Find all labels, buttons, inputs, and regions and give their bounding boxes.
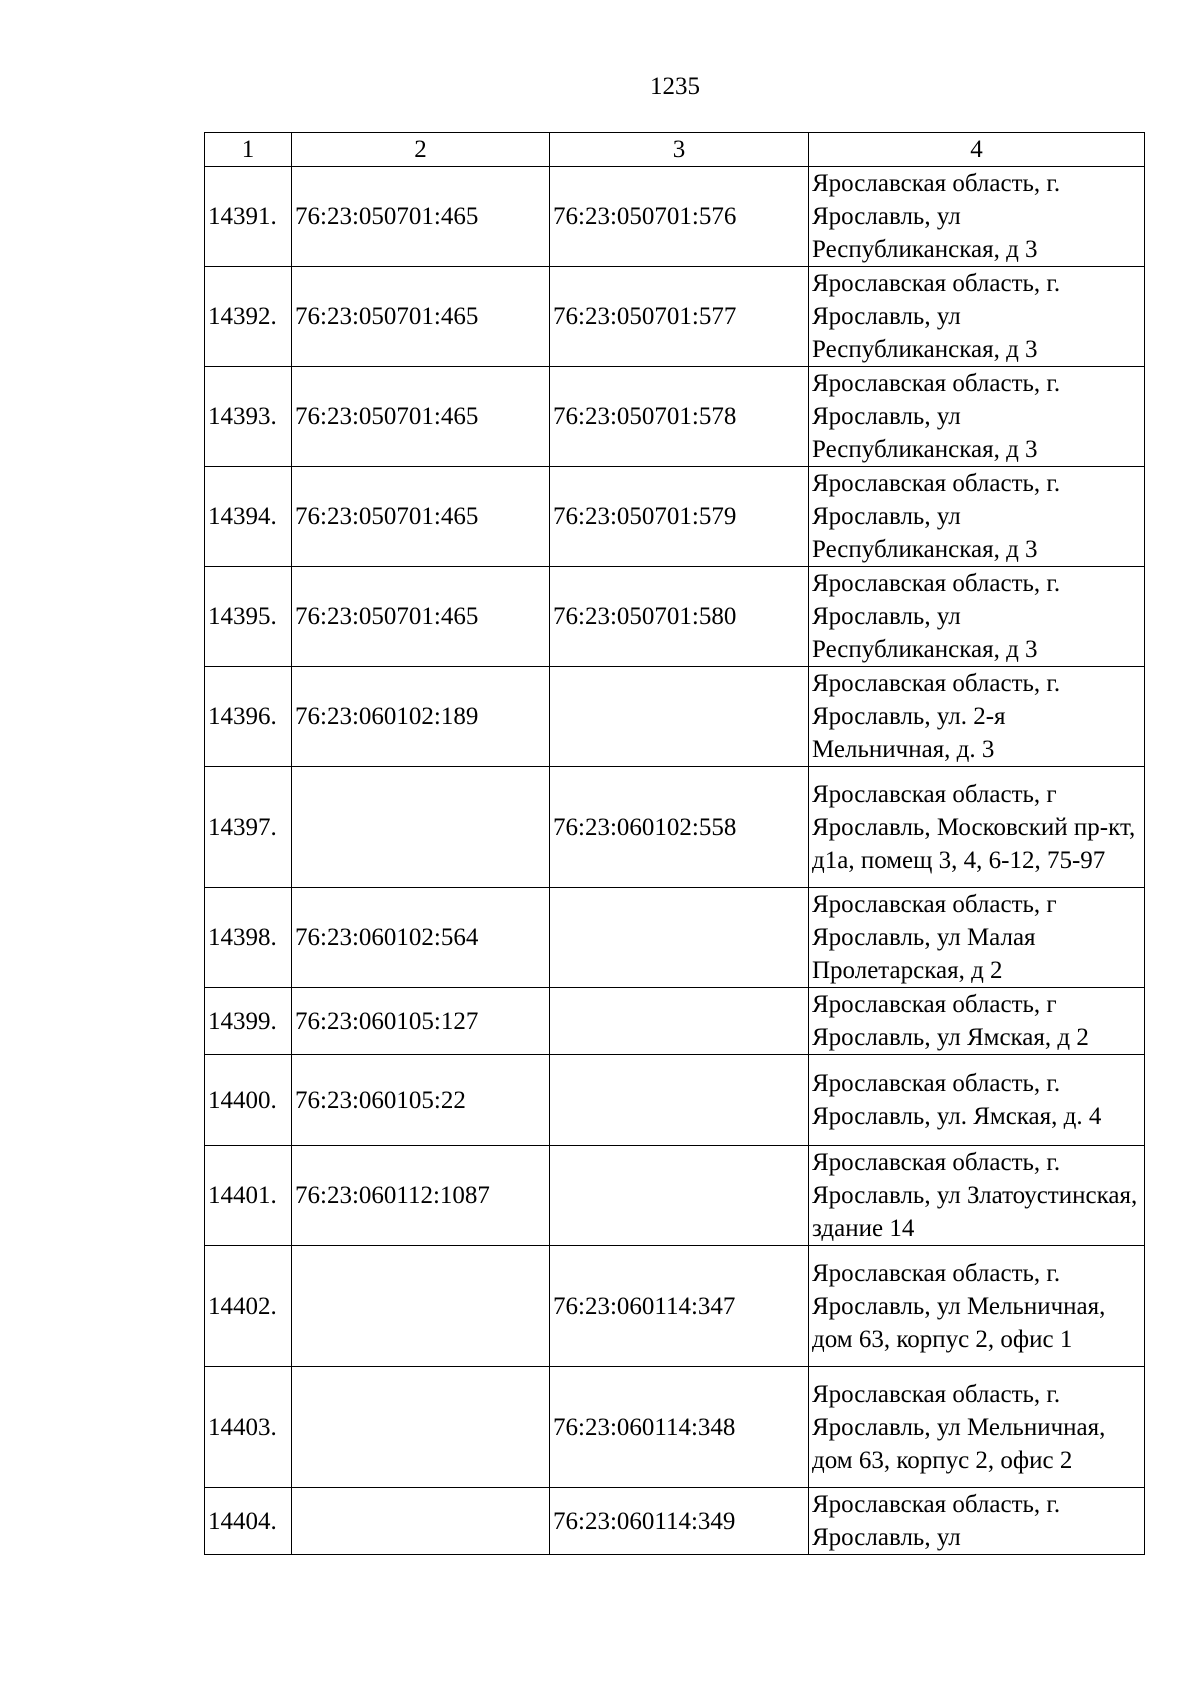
related-cadastral-number-cell: 76:23:060114:348 [550,1367,809,1488]
cadastral-number-cell: 76:23:060102:564 [292,888,550,988]
row-number-cell: 14391. [205,167,292,267]
page-number: 1235 [650,73,700,100]
cadastral-number-cell: 76:23:050701:465 [292,367,550,467]
cadastral-number-cell: 76:23:050701:465 [292,267,550,367]
table-row [205,1146,1145,1246]
address-cell: Ярославская область, г Ярославль, ул Малая Пролетарская, д 2 [809,888,1145,988]
address-cell: Ярославская область, г. Ярославль, ул Республиканская, д 3 [809,167,1145,267]
table-row [205,267,1145,367]
table-row [205,1246,1145,1367]
row-number-cell: 14402. [205,1246,292,1367]
address-cell: Ярославская область, г. Ярославль, ул Республиканская, д 3 [809,267,1145,367]
table-row [205,988,1145,1055]
table-row [205,1367,1145,1488]
row-number-cell: 14403. [205,1367,292,1488]
related-cadastral-number-cell [550,988,809,1055]
cadastral-number-cell: 76:23:050701:465 [292,567,550,667]
row-number-cell: 14394. [205,467,292,567]
registry-table [204,132,1145,1555]
related-cadastral-number-cell: 76:23:050701:578 [550,367,809,467]
related-cadastral-number-cell: 76:23:060114:347 [550,1246,809,1367]
related-cadastral-number-cell: 76:23:060102:558 [550,767,809,888]
address-cell: Ярославская область, г. Ярославль, ул Златоустинская, здание 14 [809,1146,1145,1246]
cadastral-number-cell: 76:23:060112:1087 [292,1146,550,1246]
cadastral-number-cell [292,1246,550,1367]
related-cadastral-number-cell [550,667,809,767]
table-row [205,1055,1145,1146]
column-header-2: 2 [292,133,550,167]
header-row [205,133,1145,167]
address-cell: Ярославская область, г. Ярославль, ул. 2-я Мельничная, д. 3 [809,667,1145,767]
cadastral-number-cell: 76:23:060105:22 [292,1055,550,1146]
table-row [205,367,1145,467]
related-cadastral-number-cell: 76:23:050701:576 [550,167,809,267]
table-row [205,667,1145,767]
table-row [205,888,1145,988]
row-number-cell: 14392. [205,267,292,367]
column-header-3: 3 [550,133,809,167]
row-number-cell: 14400. [205,1055,292,1146]
address-cell: Ярославская область, г. Ярославль, ул Республиканская, д 3 [809,467,1145,567]
column-header-1: 1 [205,133,292,167]
row-number-cell: 14395. [205,567,292,667]
related-cadastral-number-cell: 76:23:050701:579 [550,467,809,567]
table-row [205,1488,1145,1555]
cadastral-number-cell: 76:23:050701:465 [292,467,550,567]
column-header-4: 4 [809,133,1145,167]
related-cadastral-number-cell: 76:23:050701:580 [550,567,809,667]
address-cell: Ярославская область, г Ярославль, Московский пр-кт, д1а, помещ 3, 4, 6-12, 75-97 [809,767,1145,888]
address-cell: Ярославская область, г. Ярославль, ул Мельничная, дом 63, корпус 2, офис 1 [809,1246,1145,1367]
row-number-cell: 14399. [205,988,292,1055]
table-row [205,767,1145,888]
cadastral-number-cell [292,1488,550,1555]
row-number-cell: 14401. [205,1146,292,1246]
table-body [205,167,1145,1555]
table-row [205,167,1145,267]
row-number-cell: 14398. [205,888,292,988]
related-cadastral-number-cell: 76:23:050701:577 [550,267,809,367]
address-cell: Ярославская область, г Ярославль, ул Ямская, д 2 [809,988,1145,1055]
cadastral-number-cell: 76:23:050701:465 [292,167,550,267]
row-number-cell: 14393. [205,367,292,467]
address-cell: Ярославская область, г. Ярославль, ул [809,1488,1145,1555]
cadastral-number-cell [292,767,550,888]
table-row [205,467,1145,567]
cadastral-number-cell [292,1367,550,1488]
address-cell: Ярославская область, г. Ярославль, ул Республиканская, д 3 [809,367,1145,467]
related-cadastral-number-cell [550,1146,809,1246]
row-number-cell: 14404. [205,1488,292,1555]
row-number-cell: 14397. [205,767,292,888]
cadastral-number-cell: 76:23:060105:127 [292,988,550,1055]
address-cell: Ярославская область, г. Ярославль, ул Республиканская, д 3 [809,567,1145,667]
address-cell: Ярославская область, г. Ярославль, ул. Ямская, д. 4 [809,1055,1145,1146]
cadastral-number-cell: 76:23:060102:189 [292,667,550,767]
related-cadastral-number-cell [550,1055,809,1146]
related-cadastral-number-cell [550,888,809,988]
row-number-cell: 14396. [205,667,292,767]
related-cadastral-number-cell: 76:23:060114:349 [550,1488,809,1555]
table-row [205,567,1145,667]
address-cell: Ярославская область, г. Ярославль, ул Мельничная, дом 63, корпус 2, офис 2 [809,1367,1145,1488]
